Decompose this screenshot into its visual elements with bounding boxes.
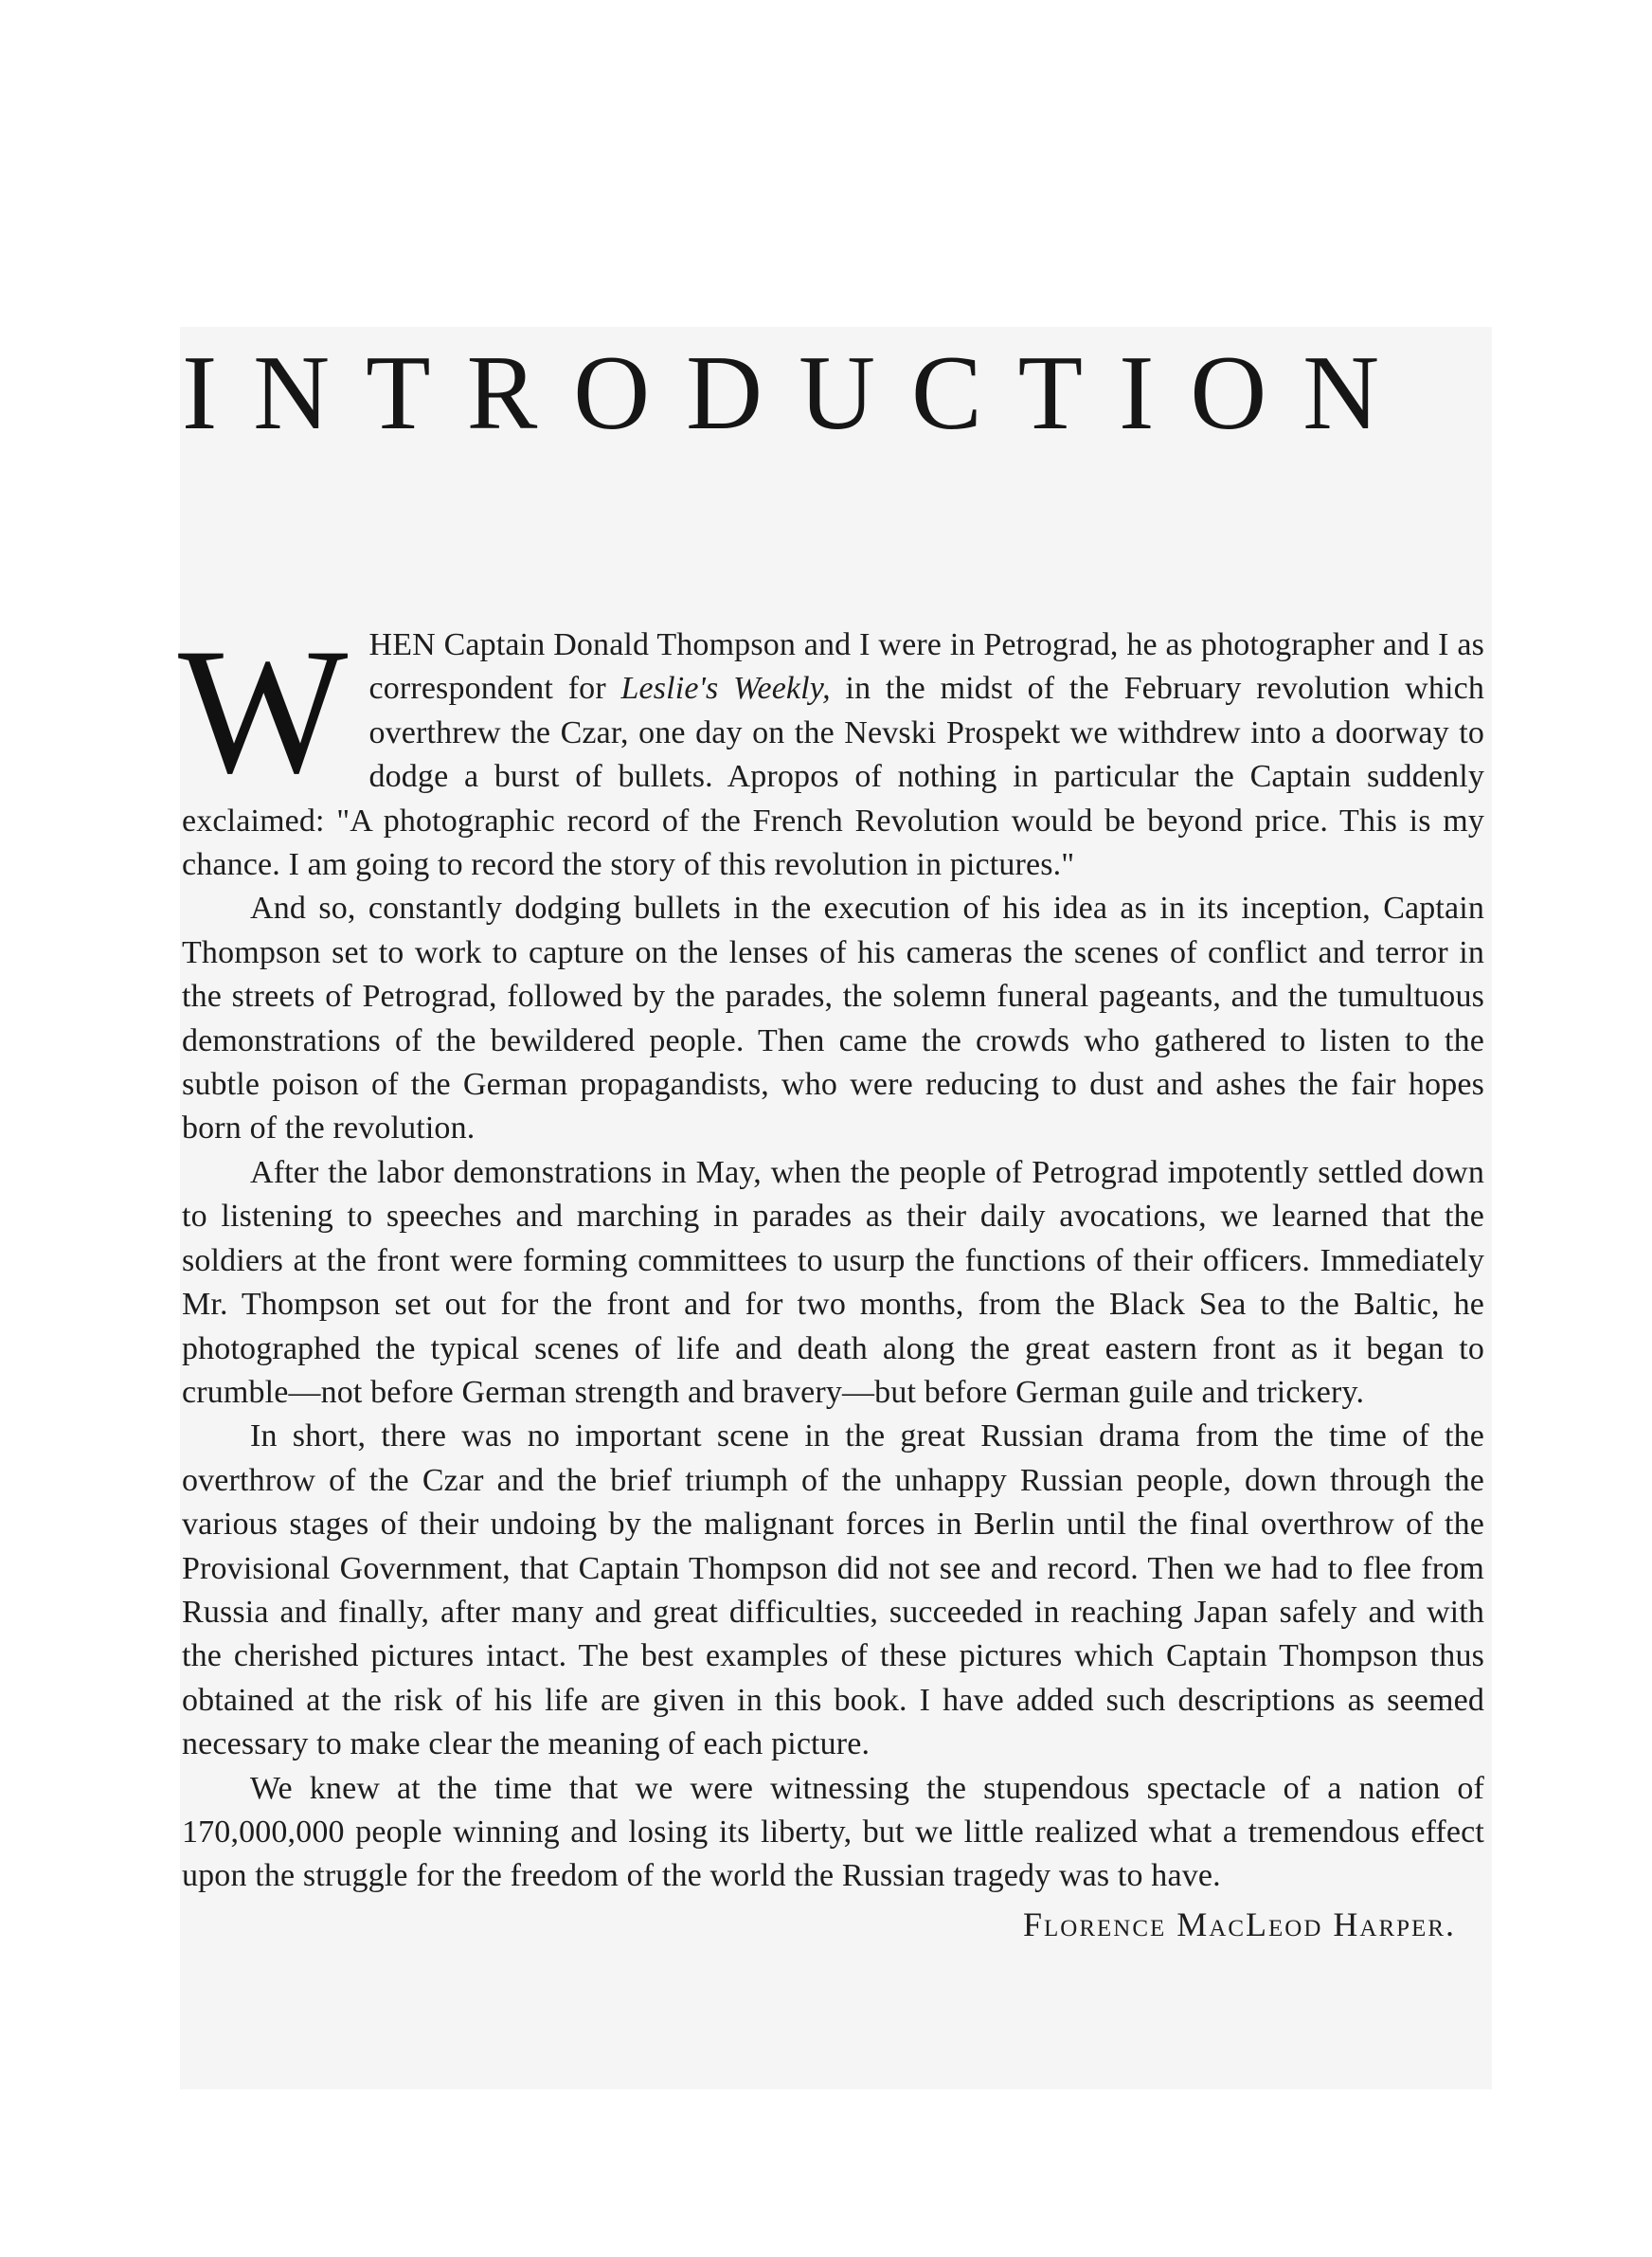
paragraph-2: And so, constantly dodging bullets in the execution of his idea as in its inception, Captain Thompson set to work to capture on the lenses of his cameras the scenes of conflict and terror in the streets of Petrograd, followed by the parades, the solemn funeral pageants, and the tumultuous demonstrations of the bewildered people. Then came the crowds who gathered to listen to the subtle poison of the German propagandists, who were reducing to dust and ashes the fair hopes born of the revolution. (182, 891, 1484, 1147)
paragraph-1 (178, 612, 1484, 887)
page-title: INTRODUCTION (182, 334, 1416, 452)
introduction-body (178, 612, 1484, 1946)
paragraph-5: We knew at the time that we were witnessing the stupendous spectacle of a nation of 170,000,000 people winning and losing its liberty, but we little realized what a tremendous effect upon the struggle for the freedom of the world the Russian tragedy was to have. (182, 1770, 1484, 1894)
document-page (178, 327, 1484, 1946)
paragraph-1-text-start: HEN Captain Donald Thompson and I were in Petrograd, he as photographer and I as correspondent for (368, 627, 1484, 707)
author-signature: Florence MacLeod Harper. (1023, 1905, 1456, 1943)
paragraph-3: After the labor demonstrations in May, when the people of Petrograd impotently settled down to listening to speeches and marching in parades as their daily avocations, we learned that the soldiers at the front were forming committees to usurp the functions of their officers. Immediately Mr. Thompson set out for the front and for two months, from the Black Sea to the Baltic, he photographed the typical scenes of life and death along the great eastern front as it began to crumble—not before German strength and bravery—but before German guile and trickery. (182, 1154, 1484, 1410)
paragraph-4: In short, there was no important scene in the great Russian drama from the time of the overthrow of the Czar and the brief triumph of the unhappy Russian people, down through the various stages of their undoing by the malignant forces in Berlin until the final overthrow of the Provisional Government, that Captain Thompson did not see and record. Then we had to flee from Russia and finally, after many and great difficulties, succeeded in reaching Japan safely and with the cherished pictures intact. The best examples of these pictures which Captain Thompson thus obtained at the risk of his life are given in this book. I have added such descriptions as seemed necessary to make clear the meaning of each picture. (182, 1418, 1484, 1762)
publication-title: Leslie's Weekly, (620, 671, 831, 707)
drop-cap: W (178, 612, 349, 811)
paragraph-1-text-end: in the midst of the February revolution which overthrew the Czar, one day on the Nevski Prospekt we withdrew into a doorway to dodge a burst of bullets. Apropos of nothing in particular the Captain suddenly exclaimed: "A photographic record of the French Revolution would be beyond price. This is my chance. I am going to record the story of this revolution in pictures." (182, 671, 1484, 883)
